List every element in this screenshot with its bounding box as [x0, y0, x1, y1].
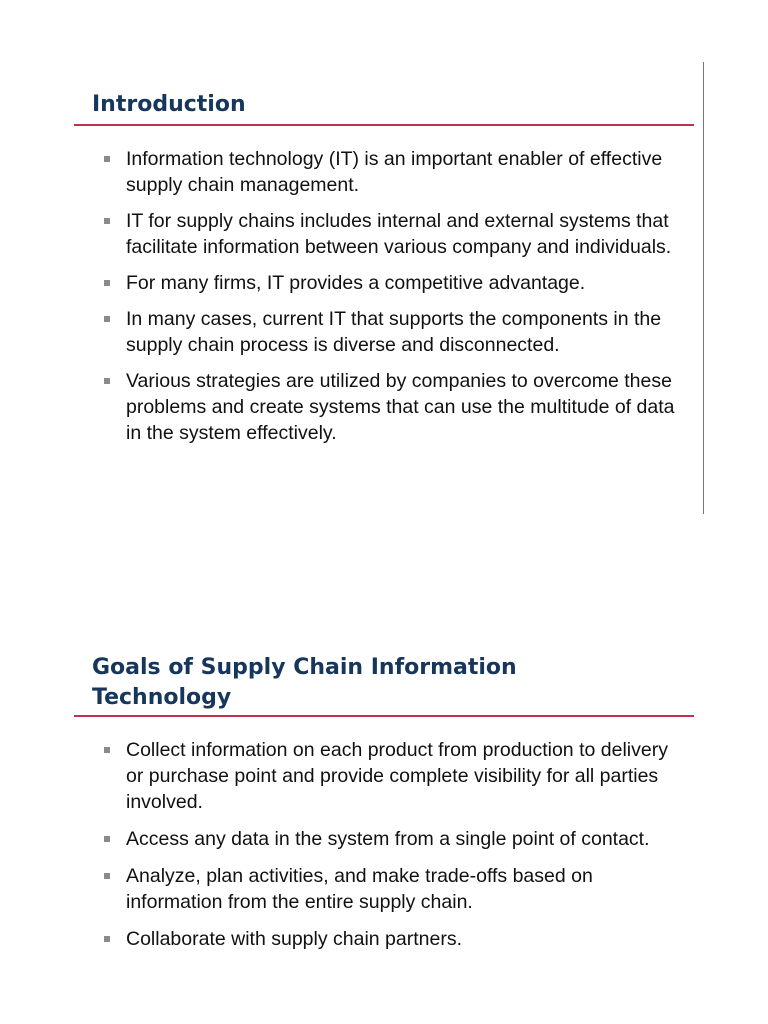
- bullet-list: [104, 146, 684, 456]
- bullet-text: For many firms, IT provides a competitive advantage.: [126, 272, 586, 294]
- slide-title: [92, 653, 517, 713]
- slide-title-line-1: Goals of Supply Chain Information: [92, 655, 517, 680]
- bullet-item: [104, 826, 684, 852]
- bullet-item: [104, 208, 684, 260]
- title-divider: [74, 715, 694, 717]
- bullet-square-icon: [104, 378, 110, 384]
- bullet-item: [104, 926, 684, 952]
- slide-title-line-2: Technology: [92, 685, 232, 710]
- slide-title: Introduction: [92, 92, 246, 117]
- bullet-square-icon: [104, 747, 110, 753]
- bullet-square-icon: [104, 316, 110, 322]
- bullet-item: [104, 368, 684, 446]
- bullet-text: Information technology (IT) is an important enabler of effective supply chain management.: [126, 148, 663, 196]
- bullet-square-icon: [104, 156, 110, 162]
- bullet-text: IT for supply chains includes internal and external systems that facilitate information between various company and individuals.: [126, 210, 672, 258]
- bullet-list: [104, 737, 684, 963]
- bullet-text: Analyze, plan activities, and make trade-offs based on information from the entire supply chain.: [126, 865, 593, 913]
- bullet-square-icon: [104, 873, 110, 879]
- bullet-text: In many cases, current IT that supports the components in the supply chain process is diverse and disconnected.: [126, 308, 662, 356]
- bullet-item: [104, 270, 684, 296]
- bullet-text: Collaborate with supply chain partners.: [126, 928, 463, 950]
- slide-border-line: [703, 62, 704, 514]
- bullet-square-icon: [104, 936, 110, 942]
- bullet-item: [104, 737, 684, 815]
- bullet-text: Various strategies are utilized by companies to overcome these problems and create systems that can use the multitude of data in the system effectively.: [126, 370, 675, 444]
- bullet-text: Collect information on each product from production to delivery or purchase point and provide complete visibility for all parties involved.: [126, 739, 668, 813]
- bullet-square-icon: [104, 836, 110, 842]
- bullet-item: [104, 863, 684, 915]
- bullet-square-icon: [104, 218, 110, 224]
- title-divider: [74, 124, 694, 126]
- bullet-item: [104, 146, 684, 198]
- bullet-text: Access any data in the system from a single point of contact.: [126, 828, 650, 850]
- bullet-square-icon: [104, 280, 110, 286]
- bullet-item: [104, 306, 684, 358]
